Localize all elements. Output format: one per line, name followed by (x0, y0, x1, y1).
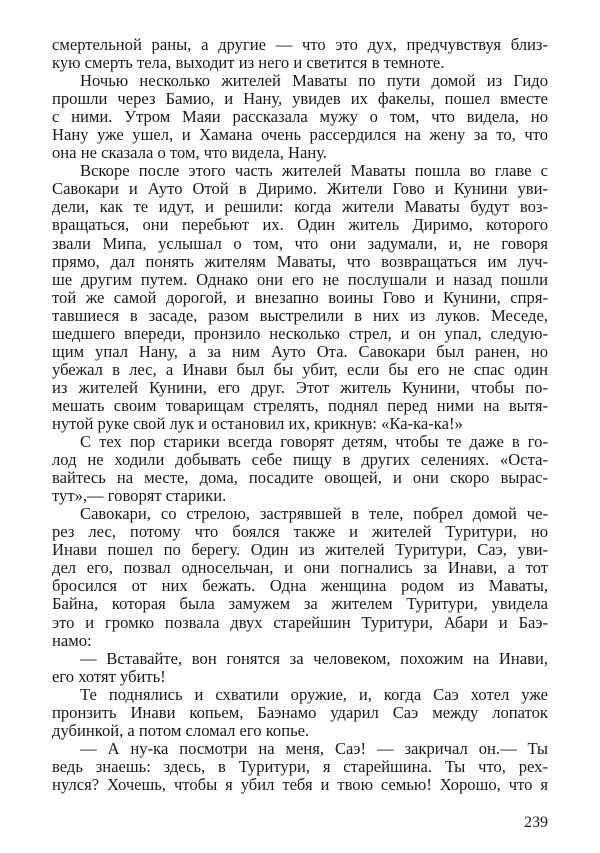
text-line: из жителей Кунини, его друг. Этот житель Кунини, чтобы по- (52, 377, 548, 397)
text-line: прошли через Бамио, и Нану, увидев их факелы, пошел вместе (52, 89, 548, 109)
text-line: лод не ходили добывать себе пищу в других селениях. «Оста- (52, 450, 548, 470)
page-body-text (52, 36, 548, 794)
text-line: с ними. Утром Маяи рассказала мужу о том, что видела, но (52, 107, 548, 127)
text-line: Нану уже ушел, и Хамана очень рассердился на жену за то, что (52, 125, 548, 145)
text-line: Те поднялись и схватили оружие, и, когда Саэ хотел уже (80, 684, 548, 704)
text-line: той же самой дорогой, и внезапно воины Гово и Кунини, спря- (52, 287, 548, 307)
text-line: его хотят убить! (52, 666, 166, 686)
text-line: пронзить Инави копьем, Баэнамо ударил Саэ между лопаток (52, 702, 548, 722)
text-line: Инави пошел по берегу. Один из жителей Туритури, Саэ, уви- (52, 540, 548, 560)
text-line: рез лес, потому что боялся также и жителей Туритури, но (52, 522, 548, 542)
text-line: Ночью несколько жителей Маваты по пути домой из Гидо (80, 71, 548, 91)
text-line: это и громко позвала двух старейшин Туритури, Абари и Баэ- (52, 612, 548, 632)
text-line: намо: (52, 630, 92, 650)
text-line: дели, как те идут, и решили: когда жители Маваты будут воз- (52, 197, 548, 217)
text-line: прямо, дал понять жителям Маваты, что возвращаться им луч- (52, 251, 548, 271)
text-line: смертельной раны, а другие — что это дух, предчувствуя близ- (52, 35, 548, 54)
text-line: убежал в лес, а Инави был бы убит, если бы его не спас один (52, 359, 548, 379)
text-line: ше другим путем. Однако они его не послушали и назад пошли (52, 269, 548, 289)
text-line: дубинкой, а потом сломал его копье. (52, 720, 310, 740)
text-line: шедшего впереди, пронзило несколько стрел, и он упал, следую- (52, 323, 548, 343)
text-line: бросился от них бежать. Одна женщина родом из Маваты, (52, 576, 548, 596)
page-number: 239 (524, 814, 548, 831)
text-line: Савокари, со стрелою, застрявшей в теле, побрел домой че- (80, 504, 548, 524)
text-line: — Вставайте, вон гонятся за человеком, похожим на Инави, (80, 648, 548, 668)
text-line: Вскоре после этого часть жителей Маваты пошла во главе с (80, 161, 548, 181)
text-line: она не сказала о том, что видела, Нану. (52, 143, 328, 163)
text-line: вайтесь на месте, дома, посадите овощей, и они скоро вырас- (52, 468, 548, 488)
text-line: тут»,— говорят старики. (52, 486, 227, 506)
text-line: Савокари и Ауто Отой в Диримо. Жители Гово и Кунини уви- (52, 179, 548, 199)
text-line: кую смерть тела, выходит из него и светится в темноте. (52, 53, 445, 73)
text-line: ведь знаешь: здесь, в Туритури, я старейшина. Ты что, рех- (52, 756, 548, 776)
text-line: дел его, позвал односельчан, и они погнались за Инави, а тот (52, 558, 548, 578)
text-line: — А ну-ка посмотри на меня, Саэ! — закричал он.— Ты (80, 738, 548, 758)
text-line: щим упал Нану, а за ним Ауто Ота. Савокари был ранен, но (52, 341, 548, 361)
text-line: звали Мипа, услышал о том, что они задумали, и, не говоря (52, 233, 548, 253)
text-line: тавшиеся в засаде, разом выстрелили в них из луков. Меседе, (52, 305, 548, 325)
text-line: вращаться, они перебьют их. Один житель Диримо, которого (52, 215, 548, 235)
text-line: мешать своим товарищам стрелять, поднял перед ними на вытя- (52, 395, 548, 415)
text-line: нулся? Хочешь, чтобы я убил тебя и твою семью! Хорошо, что я (52, 774, 548, 794)
text-line: нутой руке свой лук и остановил их, крикнув: «Ка-ка-ка!» (52, 413, 463, 433)
text-line: С тех пор старики всегда говорят детям, чтобы те даже в го- (80, 432, 548, 452)
text-line: Байна, которая была замужем за жителем Туритури, увидела (52, 594, 548, 614)
